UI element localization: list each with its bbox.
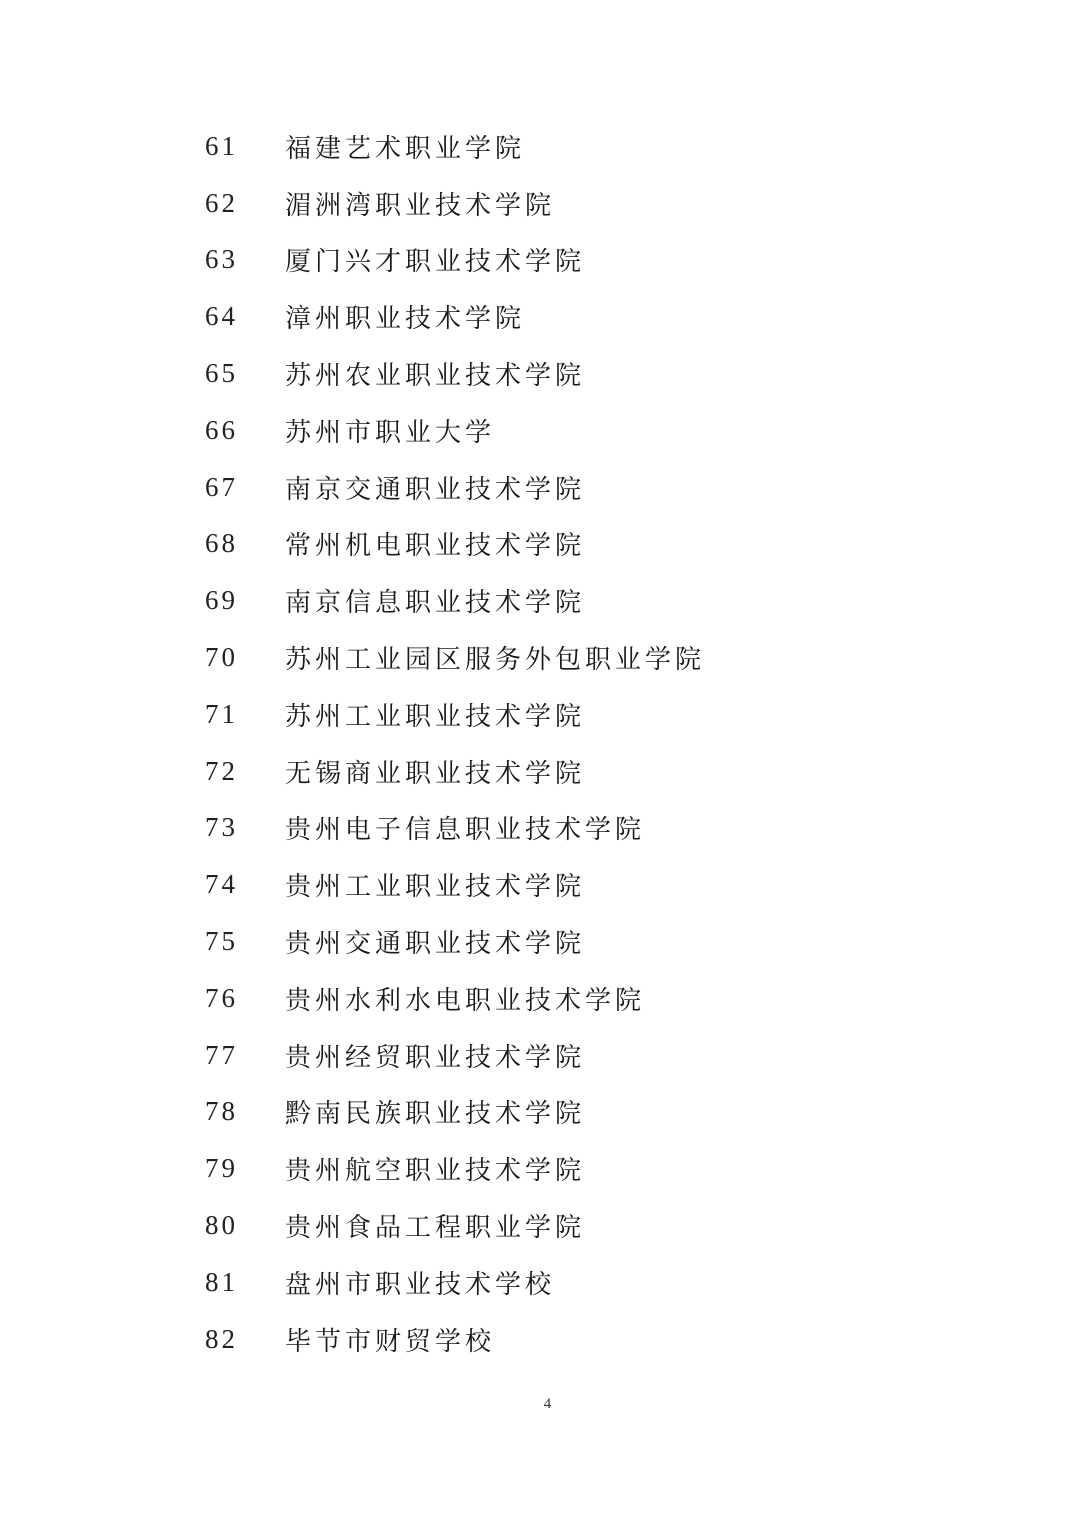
list-item <box>205 288 905 345</box>
institution-name: 贵州食品工程职业学院 <box>285 1213 586 1244</box>
list-item <box>205 516 905 573</box>
institution-name: 贵州水利水电职业技术学院 <box>285 985 646 1016</box>
item-number: 75 <box>205 926 238 957</box>
item-number: 65 <box>205 358 238 389</box>
item-number: 63 <box>205 244 238 275</box>
institution-name: 贵州电子信息职业技术学院 <box>285 815 646 846</box>
institution-name: 苏州工业职业技术学院 <box>285 701 586 732</box>
institution-name: 厦门兴才职业技术学院 <box>285 247 586 278</box>
item-number: 73 <box>205 812 238 843</box>
item-number: 68 <box>205 528 238 559</box>
list-item <box>205 402 905 459</box>
institution-name: 苏州市职业大学 <box>285 417 496 448</box>
institution-name: 南京信息职业技术学院 <box>285 588 586 619</box>
list-item <box>205 1140 905 1197</box>
item-number: 79 <box>205 1153 238 1184</box>
item-number: 67 <box>205 471 238 502</box>
item-number: 81 <box>205 1266 238 1297</box>
list-item <box>205 572 905 629</box>
list-item <box>205 175 905 232</box>
item-number: 76 <box>205 982 238 1013</box>
item-number: 72 <box>205 755 238 786</box>
list-item <box>205 1311 905 1368</box>
institution-name: 苏州农业职业技术学院 <box>285 361 586 392</box>
list-item <box>205 686 905 743</box>
list-item <box>205 800 905 857</box>
list-item <box>205 629 905 686</box>
page-number: 4 <box>543 1396 552 1412</box>
list-item <box>205 743 905 800</box>
list-item <box>205 970 905 1027</box>
institution-name: 苏州工业园区服务外包职业学院 <box>285 645 706 676</box>
institution-name: 贵州经贸职业技术学院 <box>285 1042 586 1073</box>
item-number: 82 <box>205 1323 238 1354</box>
item-number: 66 <box>205 414 238 445</box>
item-number: 78 <box>205 1096 238 1127</box>
institution-name: 贵州航空职业技术学院 <box>285 1156 586 1187</box>
list-item <box>205 1254 905 1311</box>
item-number: 70 <box>205 642 238 673</box>
item-number: 61 <box>205 130 238 161</box>
item-number: 62 <box>205 187 238 218</box>
list-item <box>205 1027 905 1084</box>
list-item <box>205 1197 905 1254</box>
list-item <box>205 232 905 289</box>
item-number: 64 <box>205 301 238 332</box>
institution-name: 湄洲湾职业技术学院 <box>285 190 556 221</box>
institution-name: 无锡商业职业技术学院 <box>285 758 586 789</box>
list-item <box>205 856 905 913</box>
institution-list <box>205 118 905 1368</box>
item-number: 77 <box>205 1039 238 1070</box>
institution-name: 福建艺术职业学院 <box>285 133 526 164</box>
institution-name: 盘州市职业技术学校 <box>285 1269 556 1300</box>
item-number: 80 <box>205 1210 238 1241</box>
list-item <box>205 345 905 402</box>
item-number: 69 <box>205 585 238 616</box>
list-item <box>205 118 905 175</box>
item-number: 74 <box>205 869 238 900</box>
list-item <box>205 459 905 516</box>
institution-name: 漳州职业技术学院 <box>285 304 526 335</box>
institution-name: 常州机电职业技术学院 <box>285 531 586 562</box>
list-item <box>205 1084 905 1141</box>
institution-name: 黔南民族职业技术学院 <box>285 1099 586 1130</box>
item-number: 71 <box>205 698 238 729</box>
institution-name: 毕节市财贸学校 <box>285 1326 496 1357</box>
institution-name: 南京交通职业技术学院 <box>285 474 586 505</box>
institution-name: 贵州工业职业技术学院 <box>285 872 586 903</box>
list-item <box>205 913 905 970</box>
institution-name: 贵州交通职业技术学院 <box>285 929 586 960</box>
